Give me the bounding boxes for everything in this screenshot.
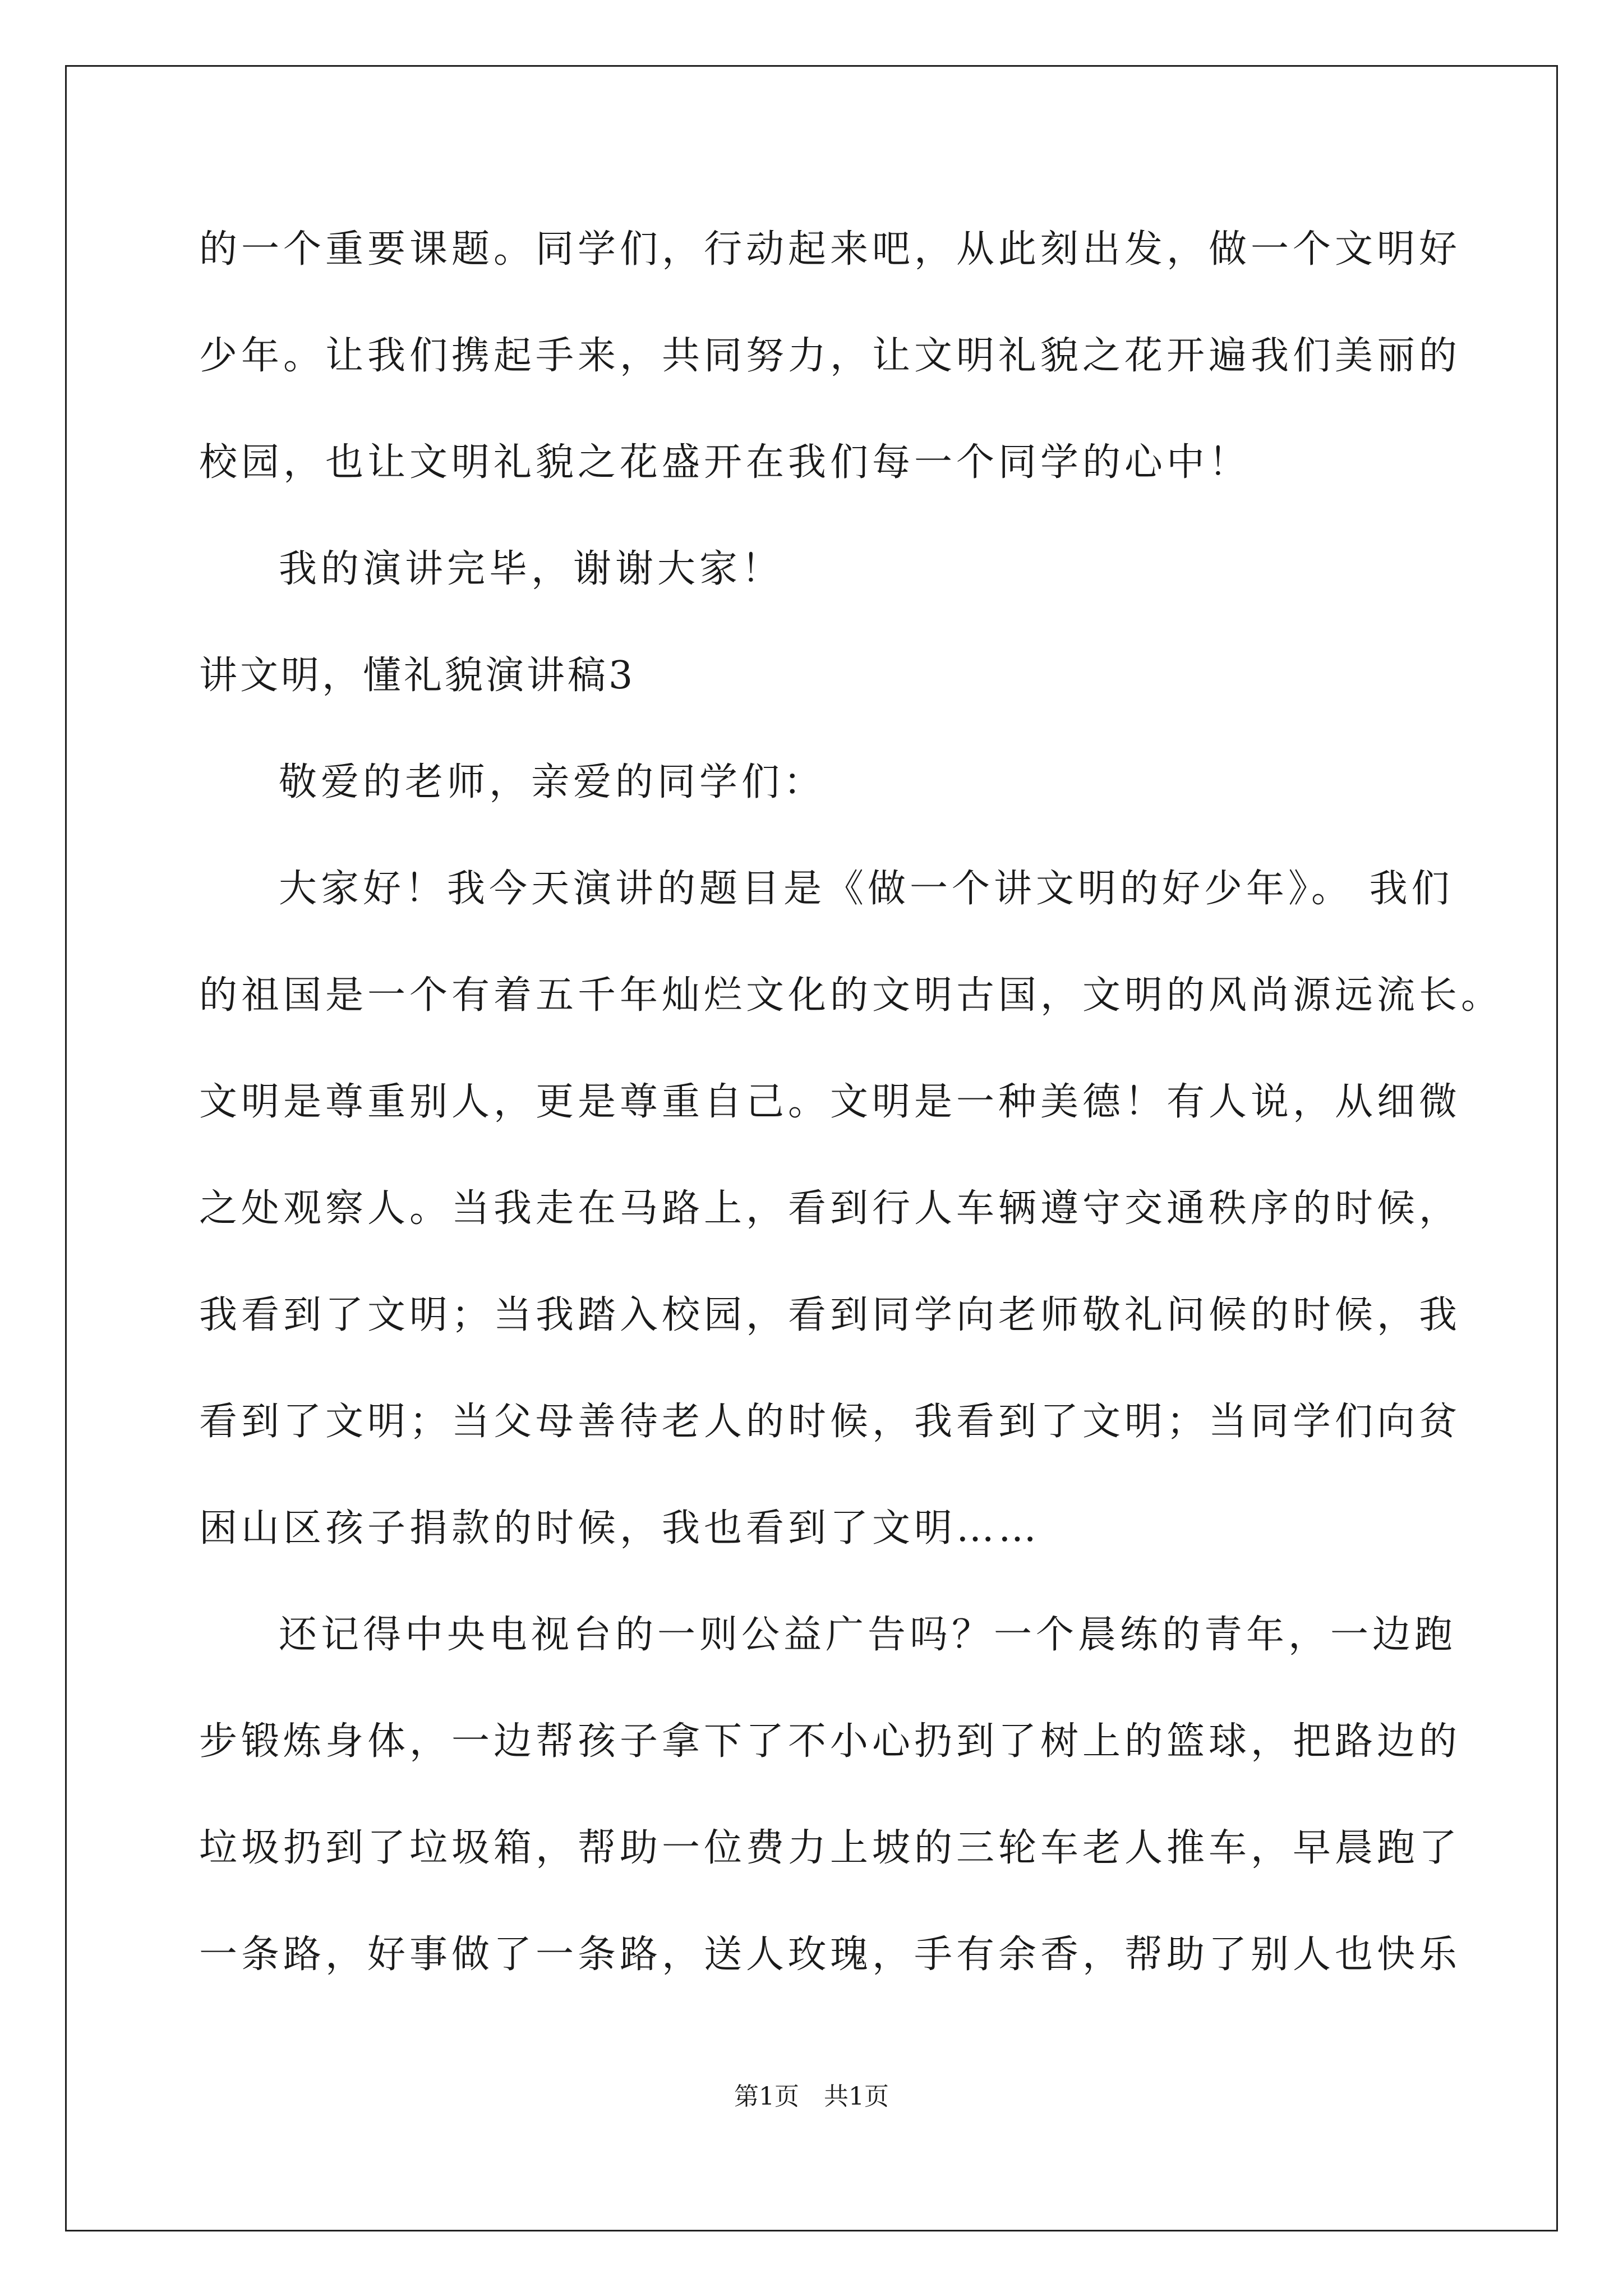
page-border xyxy=(65,65,1558,2231)
text-line: 还记得中央电视台的一则公益广告吗？一个晨练的青年，一边跑 xyxy=(279,1613,1457,1657)
text-line: 一条路，好事做了一条路，送人玫瑰，手有余香，帮助了别人也快乐 xyxy=(199,1932,1461,1977)
text-line: 的祖国是一个有着五千年灿烂文化的文明古国，文明的风尚源远流长。 xyxy=(199,973,1504,1018)
text-line: 我的演讲完毕，谢谢大家！ xyxy=(279,547,784,591)
text-line: 困山区孩子捐款的时候，我也看到了文明…… xyxy=(199,1506,1041,1550)
text-line: 之处观察人。当我走在马路上，看到行人车辆遵守交通秩序的时候， xyxy=(199,1186,1461,1231)
text-line: 文明是尊重别人，更是尊重自己。文明是一种美德！有人说，从细微 xyxy=(199,1080,1461,1124)
text-line: 校园，也让文明礼貌之花盛开在我们每一个同学的心中！ xyxy=(199,440,1251,485)
page-number-footer: 第1页 共1页 xyxy=(734,2082,889,2111)
text-line: 少年。让我们携起手来，共同努力，让文明礼貌之花开遍我们美丽的 xyxy=(199,334,1461,378)
text-line: 我看到了文明；当我踏入校园，看到同学向老师敬礼问候的时候，我 xyxy=(199,1293,1461,1337)
text-line: 大家好！我今天演讲的题目是《做一个讲文明的好少年》。 我们 xyxy=(279,867,1454,911)
salutation: 敬爱的老师，亲爱的同学们： xyxy=(279,760,826,804)
text-line: 的一个重要课题。同学们，行动起来吧，从此刻出发，做一个文明好 xyxy=(199,227,1461,272)
section-heading: 讲文明，懂礼貌演讲稿3 xyxy=(199,654,636,698)
text-line: 看到了文明；当父母善待老人的时候，我看到了文明；当同学们向贫 xyxy=(199,1400,1461,1444)
text-line: 步锻炼身体，一边帮孩子拿下了不小心扔到了树上的篮球，把路边的 xyxy=(199,1719,1461,1764)
text-line: 垃圾扔到了垃圾箱，帮助一位费力上坡的三轮车老人推车，早晨跑了 xyxy=(199,1826,1461,1870)
